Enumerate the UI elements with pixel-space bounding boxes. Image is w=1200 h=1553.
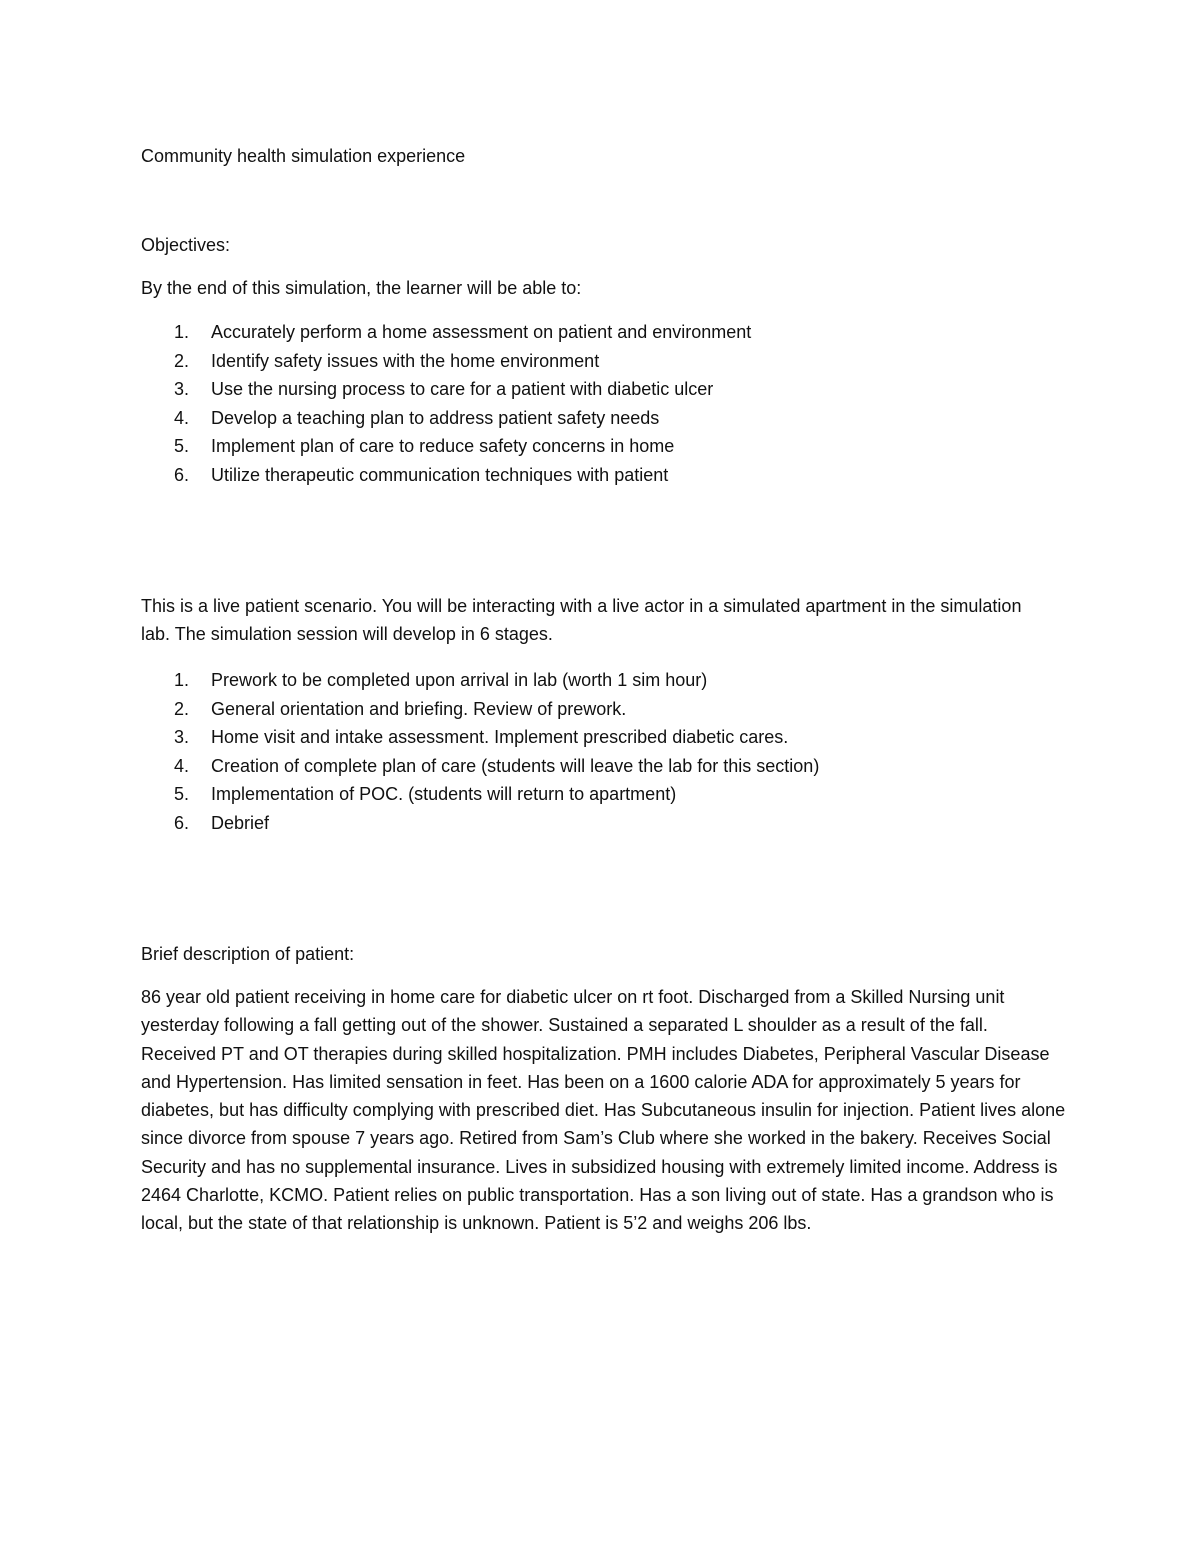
list-number: 5. bbox=[174, 784, 190, 804]
objectives-list-block bbox=[141, 318, 1071, 489]
list-number: 4. bbox=[174, 407, 190, 428]
list-item bbox=[141, 347, 1071, 376]
list-number: 1. bbox=[174, 670, 190, 690]
scenario-intro: This is a live patient scenario. You will be interacting with a live actor in a simulated apartment in the simulation lab. The simulation session will develop in 6 stages. bbox=[141, 596, 1022, 645]
objectives-heading: Objectives: bbox=[141, 235, 231, 255]
patient-description-block bbox=[141, 983, 1066, 1238]
list-text: Implementation of POC. (students will return to apartment) bbox=[211, 784, 677, 804]
list-number: 2. bbox=[174, 698, 190, 719]
stages-list bbox=[141, 666, 1071, 837]
objectives-intro-block bbox=[141, 274, 1071, 302]
list-text: Develop a teaching plan to address patient safety needs bbox=[211, 407, 660, 428]
list-number: 4. bbox=[174, 755, 190, 776]
list-item bbox=[141, 375, 1071, 404]
list-text: Creation of complete plan of care (students will leave the lab for this section) bbox=[211, 755, 820, 776]
list-number: 3. bbox=[174, 727, 190, 747]
list-text: General orientation and briefing. Review of prework. bbox=[211, 698, 627, 719]
list-text: Implement plan of care to reduce safety concerns in home bbox=[211, 436, 675, 456]
list-text: Identify safety issues with the home environment bbox=[211, 350, 600, 371]
list-item bbox=[141, 695, 1071, 724]
scenario-intro-block bbox=[141, 592, 1041, 649]
list-number: 2. bbox=[174, 350, 190, 371]
list-item bbox=[141, 461, 1071, 490]
list-text: Prework to be completed upon arrival in lab (worth 1 sim hour) bbox=[211, 670, 708, 690]
list-number: 6. bbox=[174, 812, 190, 833]
list-item bbox=[141, 318, 1071, 347]
list-item bbox=[141, 666, 1071, 695]
objectives-heading-block bbox=[141, 231, 1071, 259]
list-number: 6. bbox=[174, 464, 190, 485]
list-text: Use the nursing process to care for a patient with diabetic ulcer bbox=[211, 379, 714, 399]
list-number: 3. bbox=[174, 379, 190, 399]
list-item bbox=[141, 752, 1071, 781]
patient-heading-block bbox=[141, 940, 1071, 968]
list-text: Utilize therapeutic communication techniques with patient bbox=[211, 464, 669, 485]
list-text: Accurately perform a home assessment on patient and environment bbox=[211, 322, 752, 342]
objectives-list bbox=[141, 318, 1071, 489]
list-text: Home visit and intake assessment. Implement prescribed diabetic cares. bbox=[211, 727, 789, 747]
patient-description: 86 year old patient receiving in home care for diabetic ulcer on rt foot. Discharged from a Skilled Nursing unit yesterday following a fall getting out of the shower. Sustained a separated L shoulder as a result of the fall. Received PT and OT therapies during skilled hospitalization. PMH includes Diabetes, Peripheral Vascular Disease and Hypertension. Has limited sensation in feet. Has been on a 1600 calorie ADA for approximately 5 years for diabetes, but has difficulty complying with prescribed diet. Has Subcutaneous insulin for injection. Patient lives alone since divorce from spouse 7 years ago. Retired from Sam’s Club where she worked in the bakery. Receives Social Security and has no supplemental insurance. Lives in subsidized housing with extremely limited income. Address is 2464 Charlotte, KCMO. Patient relies on public transportation. Has a son living out of state. Has a grandson who is local, but the state of that relationship is unknown. Patient is 5’2 and weighs 206 lbs. bbox=[141, 987, 1066, 1234]
list-item bbox=[141, 723, 1071, 752]
patient-heading: Brief description of patient: bbox=[141, 944, 355, 964]
list-item bbox=[141, 780, 1071, 809]
document-title-block bbox=[141, 142, 1071, 170]
list-item bbox=[141, 432, 1071, 461]
list-text: Debrief bbox=[211, 812, 270, 833]
stages-list-block bbox=[141, 666, 1071, 837]
document-title: Community health simulation experience bbox=[141, 146, 466, 166]
objectives-intro: By the end of this simulation, the learner will be able to: bbox=[141, 278, 582, 298]
list-number: 1. bbox=[174, 322, 190, 342]
list-item bbox=[141, 404, 1071, 433]
list-number: 5. bbox=[174, 436, 190, 456]
list-item bbox=[141, 809, 1071, 838]
